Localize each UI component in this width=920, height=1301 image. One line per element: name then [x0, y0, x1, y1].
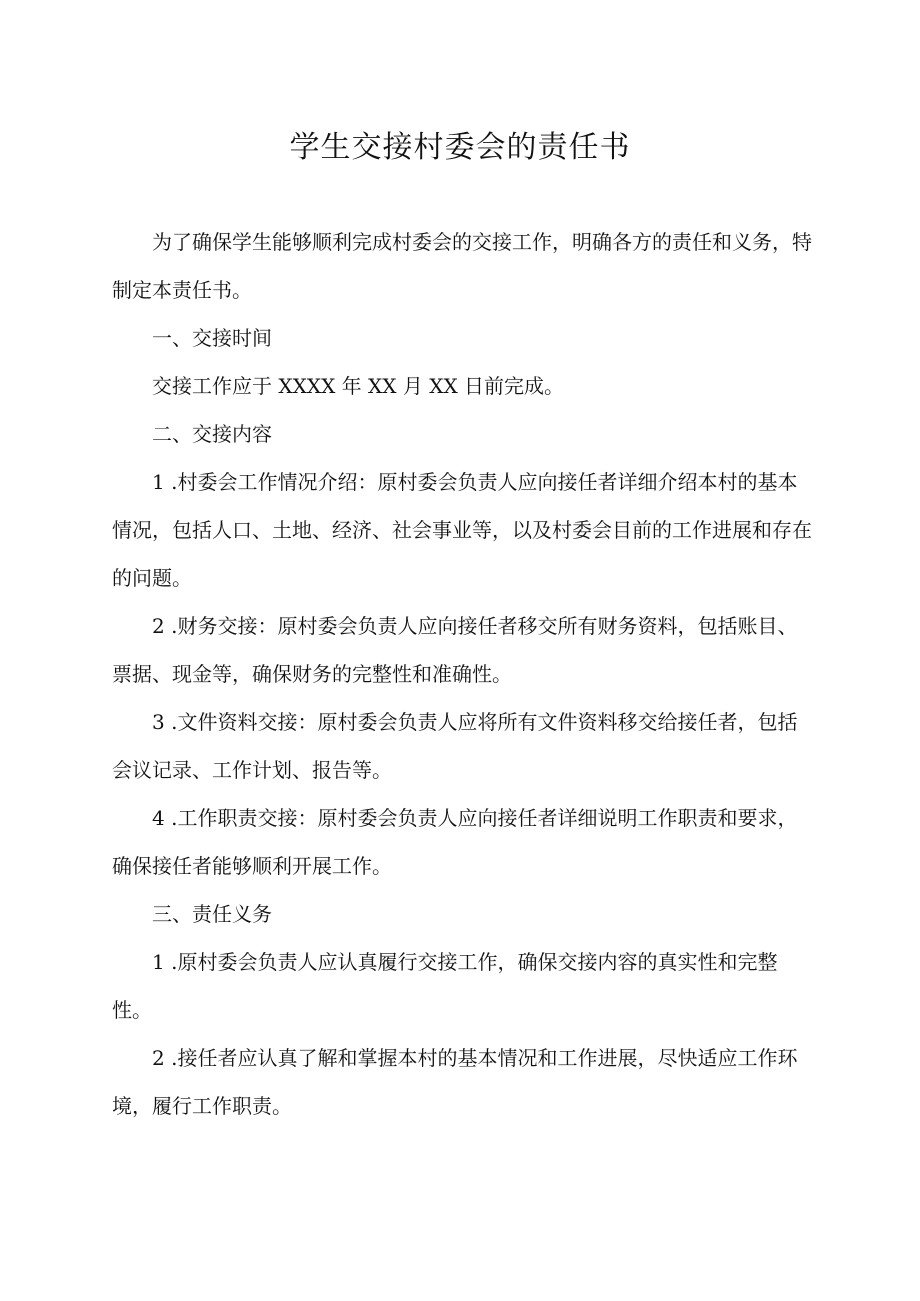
content-item-3: 3 .文件资料交接：原村委会负责人应将所有文件资料移交给接任者，包括会议记录、工作计划、报告等。 [112, 710, 798, 782]
duty-item-2: 2 .接任者应认真了解和掌握本村的基本情况和工作进展，尽快适应工作环境，履行工作职责。 [112, 1046, 798, 1118]
duty-item-1: 1 .原村委会负责人应认真履行交接工作，确保交接内容的真实性和完整性。 [112, 950, 778, 1022]
content-item-1: 1 .村委会工作情况介绍：原村委会负责人应向接任者详细介绍本村的基本情况，包括人口、土地、经济、社会事业等，以及村委会目前的工作进展和存在的问题。 [112, 470, 812, 590]
intro-paragraph: 为了确保学生能够顺利完成村委会的交接工作，明确各方的责任和义务，特制定本责任书。 [112, 230, 812, 302]
section-heading-time: 一、交接时间 [152, 326, 272, 350]
section-heading-content: 二、交接内容 [152, 422, 272, 446]
content-item-2: 2 .财务交接：原村委会负责人应向接任者移交所有财务资料，包括账目、票据、现金等，确保财务的完整性和准确性。 [112, 614, 798, 686]
document-body [112, 218, 814, 1130]
content-item-4: 4 .工作职责交接：原村委会负责人应向接任者详细说明工作职责和要求，确保接任者能够顺利开展工作。 [112, 806, 798, 878]
section-heading-duties: 三、责任义务 [152, 902, 272, 926]
document-title: 学生交接村委会的责任书 [289, 130, 631, 165]
handover-time-paragraph: 交接工作应于 XXXX 年 XX 月 XX 日前完成。 [152, 374, 565, 398]
